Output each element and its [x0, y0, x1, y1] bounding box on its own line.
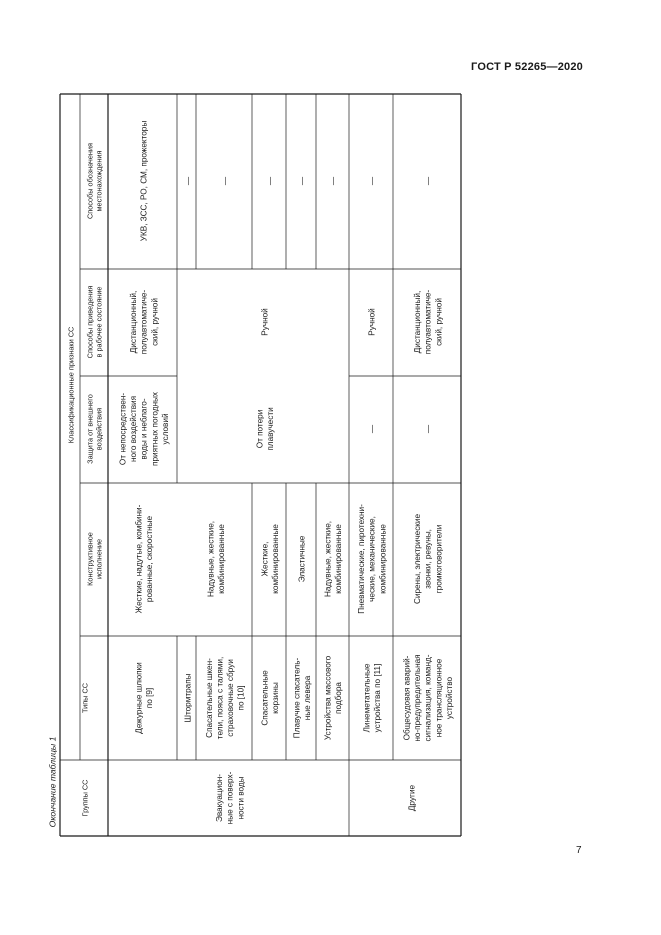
table-cell-text	[140, 121, 149, 242]
table-cell-text-line: Жесткие, надутые, комбини-	[134, 504, 144, 614]
table-cell-text-line: ные с поверх-	[225, 771, 235, 825]
table-cell-text-line: Надувные, жесткие,	[323, 520, 333, 598]
table-cell-text-line: звонки, ревуны,	[423, 529, 433, 589]
table-cell-text-line: по [10]	[236, 685, 246, 711]
table-cell-text-line: комбинированные	[217, 524, 227, 594]
table-cell-text	[368, 424, 377, 433]
table-cell-text	[255, 407, 275, 450]
table-cell-text-line: ский, ручной	[150, 298, 160, 346]
table-cell-text-line: —	[297, 176, 307, 186]
table-cell-text-line: УКВ, ЗСС, РО, СМ, прожекторы	[139, 120, 149, 242]
table-cell-text	[129, 290, 159, 355]
table-cell-text-line: —	[423, 424, 433, 434]
table-cell-text	[323, 521, 343, 597]
table-cell-text-line: комбинированные	[271, 524, 281, 594]
header-protection	[86, 394, 104, 464]
header-groups	[81, 780, 90, 817]
table-caption-line: Окончание таблицы 1	[47, 736, 58, 828]
table-cell-text-line: Общесудовая аварий-	[402, 655, 412, 741]
table-cell-text	[292, 658, 312, 739]
table-cell-text-line: ческие, механические,	[367, 516, 377, 602]
table-cell-text	[368, 176, 377, 185]
table-cell-text-line: тели, пояса с талями,	[215, 656, 225, 740]
table-cell-text-line: Пневматические, пиротехни-	[357, 504, 367, 614]
table-cell-text-line: подбора	[334, 682, 344, 714]
table-cell-text	[424, 176, 433, 185]
table-cell-text-line: Ручной	[367, 308, 377, 336]
table-cell-text-line: Спасательные	[260, 670, 270, 726]
table-cell-text	[184, 176, 193, 185]
table-cell-text	[408, 784, 417, 811]
table-cell-text-line: условий	[160, 413, 170, 445]
table-cell-text-line: комбинированные	[378, 524, 388, 594]
header-location-line: Способы обозначения	[85, 143, 95, 219]
page-number: 7	[576, 845, 582, 856]
header-location-line: местонахождения	[94, 150, 104, 212]
table-cell-text	[184, 673, 193, 722]
table-cell-text-line: Ручной	[260, 308, 270, 336]
header-groups-line: Группы СС	[80, 779, 90, 817]
table-cell-text	[357, 504, 387, 614]
table-cell-text-line: ное трансляционное	[434, 658, 444, 738]
table-cell-text	[215, 771, 245, 824]
table-cell-text	[298, 176, 307, 185]
table-cell-text-line: полуавтоматиче-	[139, 289, 149, 355]
table-cell-text-line: рованные, скоростные	[145, 515, 155, 603]
table-cell-text-line: комбинированные	[334, 524, 344, 594]
header-classification	[67, 327, 76, 444]
header-design	[86, 532, 104, 586]
table-cell-text	[424, 424, 433, 433]
header-design-line: Конструктивное	[85, 532, 95, 586]
table-cell-text	[368, 308, 377, 335]
table-cell-text	[134, 504, 154, 613]
header-activation	[86, 286, 104, 359]
table-cell-text-line: Линеметательные	[362, 663, 372, 733]
header-protection-line: воздействия	[94, 407, 104, 451]
table-cell-text-line: —	[328, 176, 338, 186]
header-types	[81, 683, 90, 713]
table-cell-text-line: —	[183, 176, 193, 186]
table-cell-text-line: —	[367, 424, 377, 434]
table-cell-text-line: сигнализация, команд-	[423, 654, 433, 742]
table-cell-text-line: по [9]	[145, 687, 155, 709]
table-cell-text-line: ные левера	[303, 675, 313, 721]
header-activation-line: Способы приведения	[85, 285, 95, 359]
table-cell-text	[261, 308, 270, 335]
table-cell-text-line: Другие	[407, 784, 417, 812]
header-design-line: исполнение	[94, 538, 104, 580]
table-caption	[48, 736, 58, 827]
header-protection-line: Защита от внешнего	[85, 394, 95, 464]
table-cell-text-line: От непосредствен-	[118, 392, 128, 466]
table-cell-text-line: Жесткие,	[260, 541, 270, 577]
table-cell-text-line: страховочные сбруи	[226, 659, 236, 737]
table-cell-text	[413, 514, 443, 604]
header-classification-line: Классификационные признаки СС	[66, 326, 76, 444]
table-cell-text-line: ного воздействия	[129, 395, 139, 463]
table-cell-text-line: громкоговорители	[434, 524, 444, 594]
header-activation-line: в рабочее состояние	[94, 286, 104, 358]
table-cell-text-line: —	[423, 176, 433, 186]
table-cell-text-line: воды и неблаго-	[139, 398, 149, 460]
table-cell-text	[119, 392, 170, 466]
table-cell-text	[298, 535, 307, 582]
table-cell-text-line: —	[220, 176, 230, 186]
table-cell-text-line: —	[367, 176, 377, 186]
table-cell-text-line: плавучести	[266, 407, 276, 451]
standard-number: ГОСТ Р 52265—2020	[471, 61, 583, 73]
table-cell-text	[205, 657, 246, 739]
header-location	[86, 143, 104, 219]
table-cell-text-line: Спасательные шкен-	[204, 658, 214, 738]
table-cell-text	[260, 670, 280, 726]
table-cell-text	[329, 176, 338, 185]
table-cell-text-line: ский, ручной	[434, 298, 444, 346]
table-cell-text	[206, 521, 226, 597]
table-cell-text-line: Эвакуацион-	[215, 774, 225, 822]
table-cell-text-line: Надувные, жесткие,	[206, 520, 216, 598]
table-cell-text-line: но-предупредительная	[413, 654, 423, 742]
table-cell-text-line: устройство	[444, 676, 454, 720]
table-cell-text	[266, 176, 275, 185]
table-cell-text-line: приятных погодных	[150, 392, 160, 466]
table-cell-text	[221, 176, 230, 185]
table-cell-text	[323, 655, 343, 740]
table-cell-text-line: Плавучие спасатель-	[292, 657, 302, 739]
table-cell-text-line: Дежурные шлюпки	[134, 662, 144, 734]
table-cell-text-line: Дистанционный,	[413, 290, 423, 354]
table-cell-text	[413, 290, 443, 355]
table-cell-text-line: —	[265, 176, 275, 186]
table-cell-text	[134, 662, 154, 733]
table-cell-text-line: устройства по [11]	[373, 663, 383, 733]
table-cell-text-line: корзины	[271, 682, 281, 714]
table-cell-text-line: Дистанционный,	[129, 290, 139, 354]
table-cell-text	[362, 663, 382, 732]
header-types-line: Типы СС	[80, 683, 90, 713]
table-cell-text-line: Сирены, электрические	[413, 513, 423, 605]
table-cell-text-line: Штормтрапы	[183, 673, 193, 723]
table-cell-text-line: От потери	[255, 409, 265, 449]
table-cell-text-line: Эластичные	[297, 535, 307, 583]
table-cell-text	[403, 654, 454, 741]
table-cell-text-line: Устройства массового	[323, 655, 333, 741]
table-cell-text-line: ности воды	[236, 776, 246, 820]
table-cell-text	[260, 524, 280, 594]
table-cell-text-line: полуавтоматиче-	[423, 289, 433, 355]
